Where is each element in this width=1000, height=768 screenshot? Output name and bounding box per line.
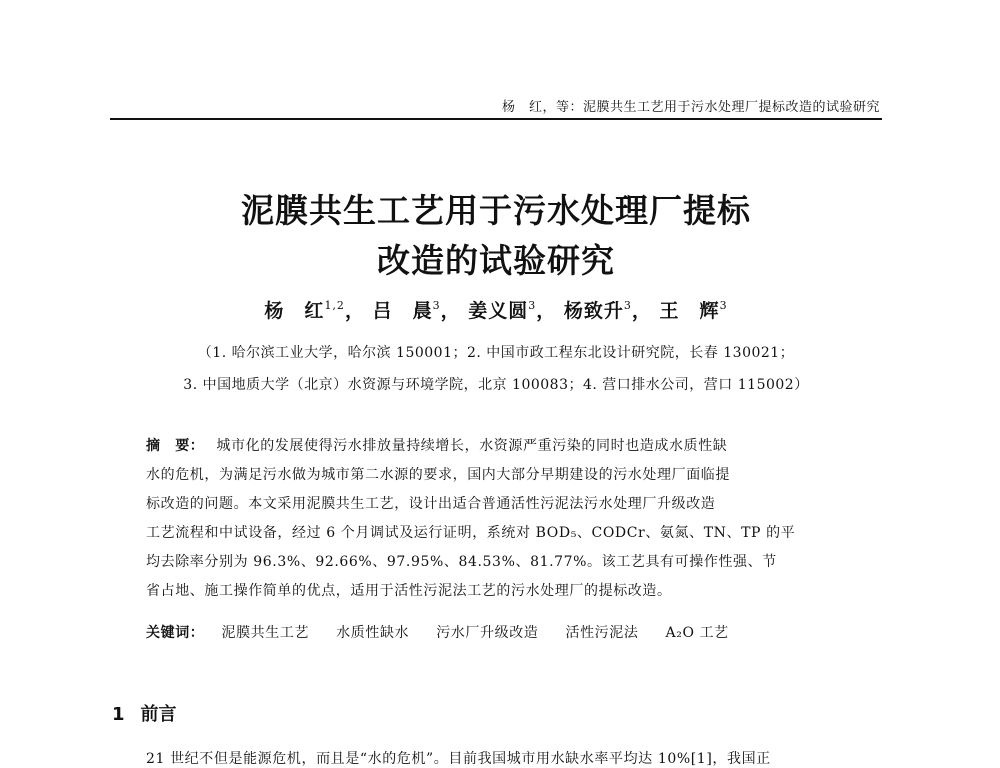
paper-title bbox=[110, 186, 882, 286]
author-name: 杨致升 bbox=[563, 300, 624, 322]
body-text-line: 21 世纪不但是能源危机，而且是“水的危机”。目前我国城市用水缺水率平均达 10%[1]，我国正 bbox=[146, 751, 771, 767]
author-affiliation-mark: 3 bbox=[719, 299, 728, 312]
abstract-line: 水的危机，为满足污水做为城市第二水源的要求，国内大部分早期建设的污水处理厂面临提 bbox=[146, 467, 730, 483]
abstract-text: 城市化的发展使得污水排放量持续增长，水资源严重污染的同时也造成水质性缺 bbox=[216, 438, 728, 454]
header-rule bbox=[110, 118, 882, 120]
abstract-line: 均去除率分别为 96.3%、92.66%、97.95%、84.53%、81.77%。该工艺具有可操作性强、节 bbox=[146, 554, 777, 570]
author-separator: ， bbox=[536, 300, 557, 322]
author-affiliation-mark: 3 bbox=[528, 299, 537, 312]
section-title: 前言 bbox=[140, 704, 177, 725]
affiliation-line-2: 3. 中国地质大学（北京）水资源与环境学院，北京 100083；4. 营口排水公司，营口 115002） bbox=[183, 377, 809, 393]
abstract bbox=[146, 432, 846, 606]
author-list bbox=[110, 296, 882, 323]
keyword-item: 活性污泥法 bbox=[565, 625, 639, 641]
abstract-line: 工艺流程和中试设备，经过 6 个月调试及运行证明，系统对 BOD₅、CODCr、氨氮、TN、TP 的平 bbox=[146, 525, 796, 541]
author-name: 王 辉 bbox=[659, 300, 720, 322]
keyword-item: 水质性缺水 bbox=[336, 625, 410, 641]
keyword-item: 污水厂升级改造 bbox=[436, 625, 539, 641]
abstract-label: 摘 要： bbox=[146, 438, 205, 454]
keyword-item: 泥膜共生工艺 bbox=[221, 625, 310, 641]
abstract-line: 省占地、施工操作简单的优点，适用于活性污泥法工艺的污水处理厂的提标改造。 bbox=[146, 583, 672, 599]
keywords-label: 关键词： bbox=[146, 625, 205, 641]
affiliation-line-1: （1. 哈尔滨工业大学，哈尔滨 150001；2. 中国市政工程东北设计研究院，长春 130021； bbox=[197, 345, 795, 361]
title-line-2: 改造的试验研究 bbox=[377, 241, 615, 280]
author-separator: ， bbox=[440, 300, 461, 322]
author-affiliation-mark: 3 bbox=[432, 299, 441, 312]
keyword-item: A₂O 工艺 bbox=[665, 625, 729, 641]
section-number: 1 bbox=[112, 704, 125, 725]
keywords bbox=[146, 622, 846, 642]
title-line-1: 泥膜共生工艺用于污水处理厂提标 bbox=[241, 191, 751, 230]
section-heading bbox=[112, 700, 177, 726]
author-separator: ， bbox=[344, 300, 365, 322]
author-name: 姜义圆 bbox=[468, 300, 529, 322]
author-separator: ， bbox=[631, 300, 652, 322]
author-affiliation-mark: 3 bbox=[623, 299, 632, 312]
author-name: 杨 红 bbox=[264, 300, 325, 322]
abstract-line bbox=[146, 432, 846, 461]
author-affiliation-mark: 1,2 bbox=[324, 299, 345, 312]
running-header: 杨 红，等：泥膜共生工艺用于污水处理厂提标改造的试验研究 bbox=[501, 100, 880, 115]
abstract-line: 标改造的问题。本文采用泥膜共生工艺，设计出适合普通活性污泥法污水处理厂升级改造 bbox=[146, 496, 716, 512]
author-name: 吕 晨 bbox=[372, 300, 433, 322]
